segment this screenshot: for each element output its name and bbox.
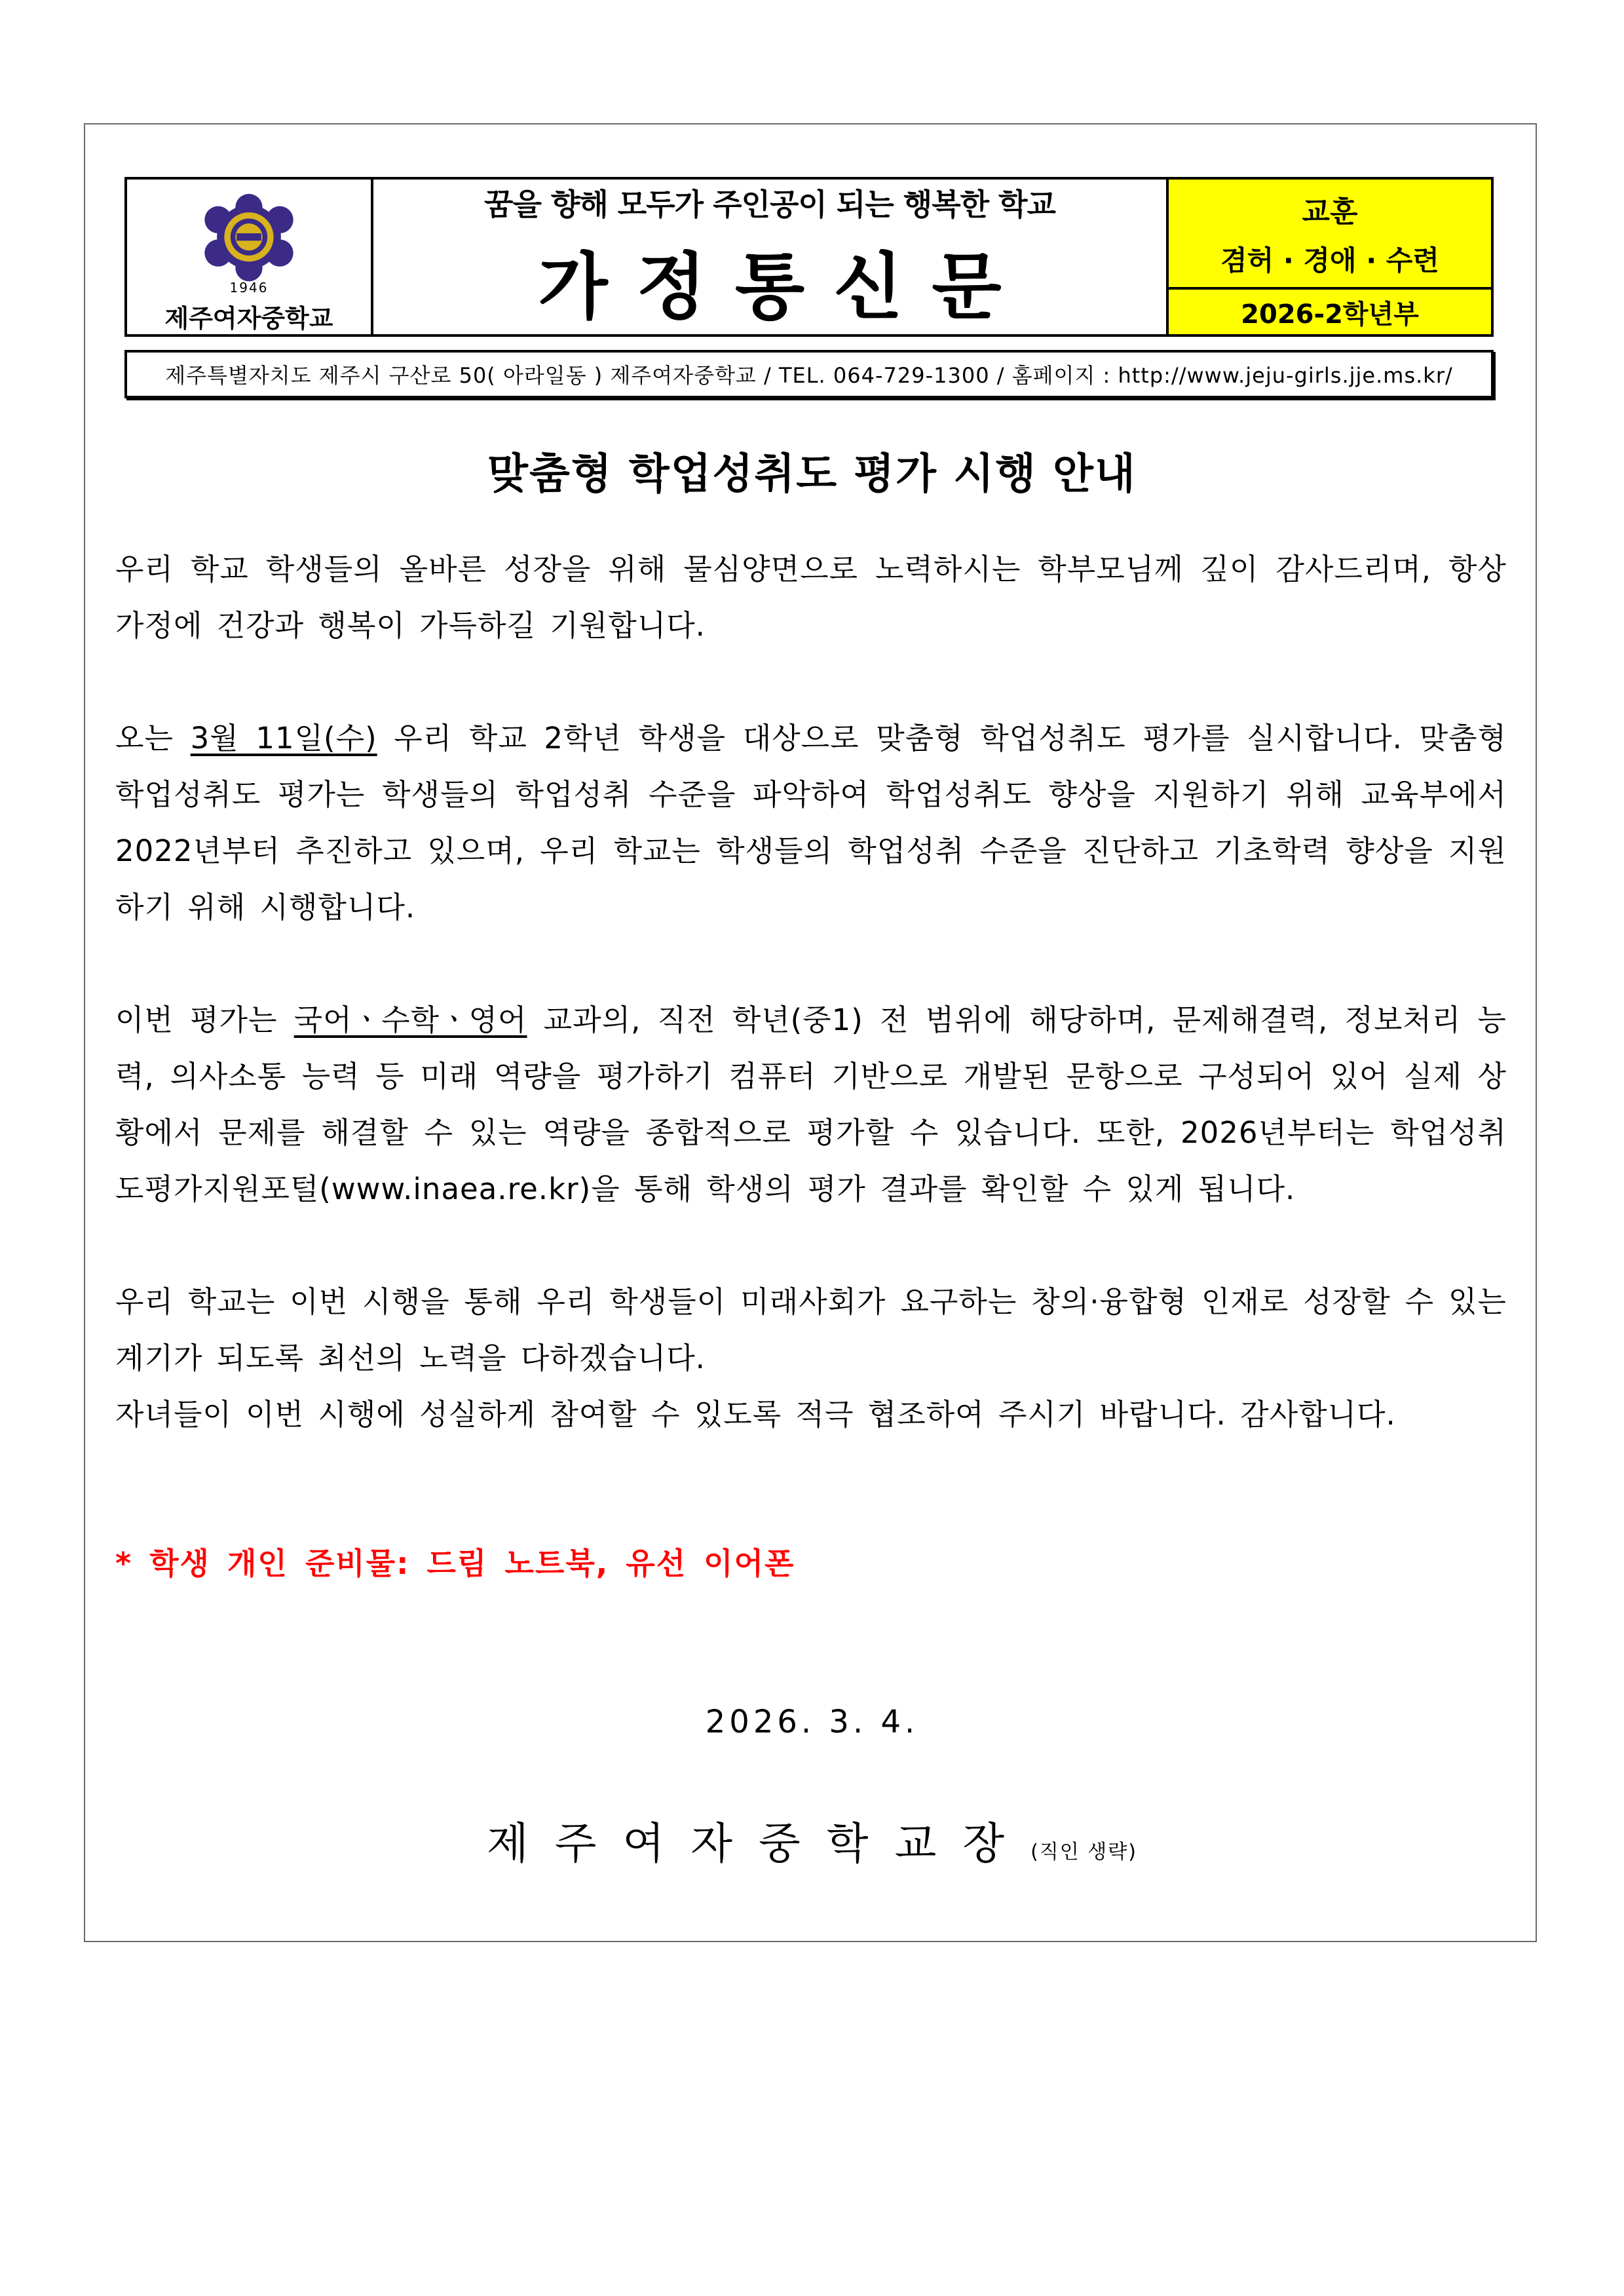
seal-omitted-note: (직인 생략): [1030, 1841, 1137, 1864]
exam-subjects: 국어ㆍ수학ㆍ영어: [293, 1003, 527, 1037]
school-slogan: 꿈을 향해 모두가 주인공이 되는 행복한 학교: [484, 187, 1055, 222]
issuing-department: 2026-2학년부: [1169, 290, 1491, 334]
paragraph-scope: 이번 평가는 국어ㆍ수학ㆍ영어 교과의, 직전 학년(중1) 전 범위에 해당하며, 문제해결력, 정보처리 능력, 의사소통 능력 등 미래 역량을 평가하기 컴퓨터 기반으로 개발된 문항으로 구성되어 있어 실제 상황에서 문제를 해결할 수 있는 역량을 종합적으로 평가할 수 있습니다. 또한, 2026년부터는 학업성취도평가지원포털(www.inaea.re.kr)을 통해 학생의 평가 결과를 확인할 수 있게 됩니다.: [115, 1003, 1507, 1206]
principal-signature: [0, 1808, 1624, 1871]
school-address-bar: 제주특별자치도 제주시 구산로 50( 아라일동 ) 제주여자중학교 / TEL. 064-729-1300 / 홈페이지 : http://www.jeju-girls.jje.ms.kr/: [124, 350, 1494, 398]
paragraph-schedule: 오는 3월 11일(수) 우리 학교 2학년 학생을 대상으로 맞춤형 학업성취도 평가를 실시합니다. 맞춤형 학업성취도 평가는 학생들의 학업성취 수준을 파악하여 학업성취도 향상을 지원하기 위해 교육부에서 2022년부터 추진하고 있으며, 우리 학교는 학생들의 학업성취 수준을 진단하고 기초학력 향상을 지원하기 위해 시행합니다.: [115, 721, 1507, 925]
motto-label: 교훈: [1302, 195, 1358, 229]
paragraph-greeting: 우리 학교 학생들의 올바른 성장을 위해 물심양면으로 노력하시는 학부모님께 깊이 감사드리며, 항상 가정에 건강과 행복이 가득하길 기원합니다.: [115, 552, 1507, 643]
title-block: [373, 180, 1166, 334]
exam-date: 3월 11일(수): [190, 721, 377, 756]
issue-date: 2026. 3. 4.: [705, 1704, 919, 1740]
school-emblem-icon: [183, 193, 314, 285]
school-logo: [127, 180, 373, 334]
paragraph-request: 자녀들이 이번 시행에 성실하게 참여할 수 있도록 적극 협조하여 주시기 바랍니다. 감사합니다.: [115, 1397, 1396, 1432]
school-motto: 겸허 · 경애 · 수련: [1220, 244, 1439, 277]
letter-body: [115, 541, 1507, 1443]
signature-name: 제주여자중학교장: [487, 1818, 1031, 1869]
founding-year: 1946: [229, 280, 269, 296]
document-title: 맞춤형 학업성취도 평가 시행 안내: [487, 450, 1137, 499]
newsletter-header: [124, 177, 1494, 337]
motto-block: [1166, 180, 1491, 334]
school-name: 제주여자중학교: [164, 304, 333, 333]
newsletter-title: 가정통신문: [538, 245, 1030, 329]
paragraph-commitment: 우리 학교는 이번 시행을 통해 우리 학생들이 미래사회가 요구하는 창의·융합형 인재로 성장할 수 있는 계기가 되도록 최선의 노력을 다하겠습니다.: [115, 1284, 1507, 1375]
preparation-note: * 학생 개인 준비물: 드림 노트북, 유선 이어폰: [115, 1546, 795, 1581]
